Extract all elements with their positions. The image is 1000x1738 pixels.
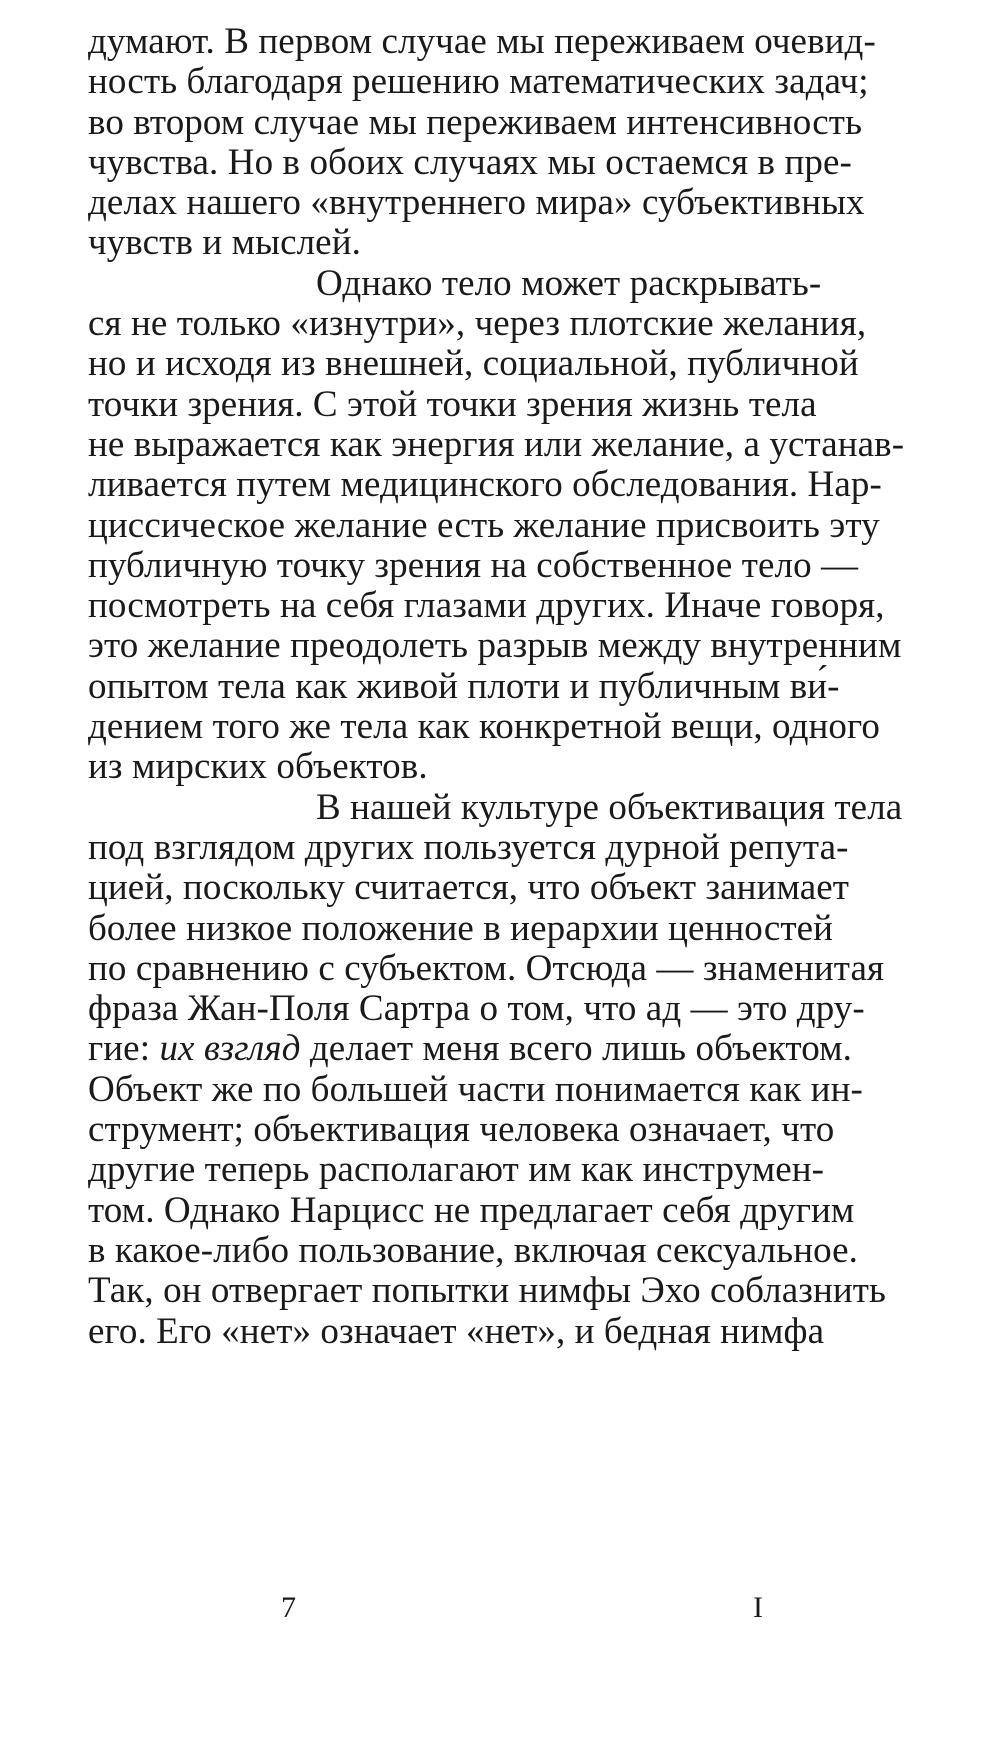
text-line: в какое-либо пользование, включая сексуальное.: [88, 1229, 859, 1271]
text-line: Объект же по большей части понимается как ин-: [88, 1068, 863, 1110]
text-line: делах нашего «внутреннего мира» субъективных: [88, 182, 865, 224]
text-line: ливается путем медицинского обследования. Нар-: [88, 464, 882, 506]
text-line: дением того же тела как конкретной вещи, одного: [88, 706, 880, 748]
text-line: В нашей культуре объективация тела: [316, 786, 903, 828]
text-line: посмотреть на себя глазами других. Иначе говоря,: [88, 585, 885, 627]
text-line: думают. В первом случае мы переживаем очевид-: [88, 21, 876, 62]
text-line: ность благодаря решению математических задач;: [88, 61, 869, 103]
text-line-with-emphasis: [88, 1029, 968, 1069]
text-line: из мирских объектов.: [88, 746, 428, 788]
text-line: чувства. Но в обоих случаях мы остаемся в пре-: [88, 141, 852, 183]
text-line: чувств и мыслей.: [88, 222, 361, 264]
text-line: фраза Жан-Поля Сартра о том, что ад — это дру-: [88, 988, 865, 1030]
line-prefix: гие:: [88, 1028, 160, 1070]
text-line: но и исходя из внешней, социальной, публичной: [88, 343, 859, 385]
text-line: по сравнению с субъектом. Отсюда — знаменитая: [88, 947, 885, 989]
text-line: это желание преодолеть разрыв между внутренним: [88, 625, 902, 667]
text-line: его. Его «нет» означает «нет», и бедная нимфа: [88, 1310, 825, 1352]
text-line: не выражается как энергия или желание, а устанав-: [88, 423, 905, 465]
body-text: [88, 22, 968, 1352]
emphasized-phrase: их взгляд: [159, 1028, 301, 1070]
page-number: 7: [281, 1591, 296, 1624]
text-line: Однако тело может раскрывать-: [316, 262, 822, 304]
text-line: другие теперь располагают им как инструмен-: [88, 1149, 825, 1191]
text-line: точки зрения. С этой точки зрения жизнь тела: [88, 383, 817, 425]
text-line: струмент; объективация человека означает, что: [88, 1109, 835, 1151]
text-line: Так, он отвергает попытки нимфы Эхо соблазнить: [88, 1270, 887, 1312]
text-line: ся не только «изнутри», через плотские желания,: [88, 303, 867, 345]
text-line: цией, поскольку считается, что объект занимает: [88, 867, 850, 909]
text-line: под взглядом других пользуется дурной репута-: [88, 826, 849, 868]
section-mark: I: [753, 1591, 763, 1624]
text-line: публичную точку зрения на собственное тело —: [88, 544, 859, 586]
line-rest: делает меня всего лишь объектом.: [300, 1028, 852, 1070]
text-line: опытом тела как живой плоти и публичным ви́-: [88, 665, 840, 707]
text-line: во втором случае мы переживаем интенсивность: [88, 101, 863, 143]
text-line: циссическое желание есть желание присвоить эту: [88, 504, 880, 546]
text-line: более низкое положение в иерархии ценностей: [88, 907, 834, 949]
text-line: том. Однако Нарцисс не предлагает себя другим: [88, 1189, 855, 1231]
